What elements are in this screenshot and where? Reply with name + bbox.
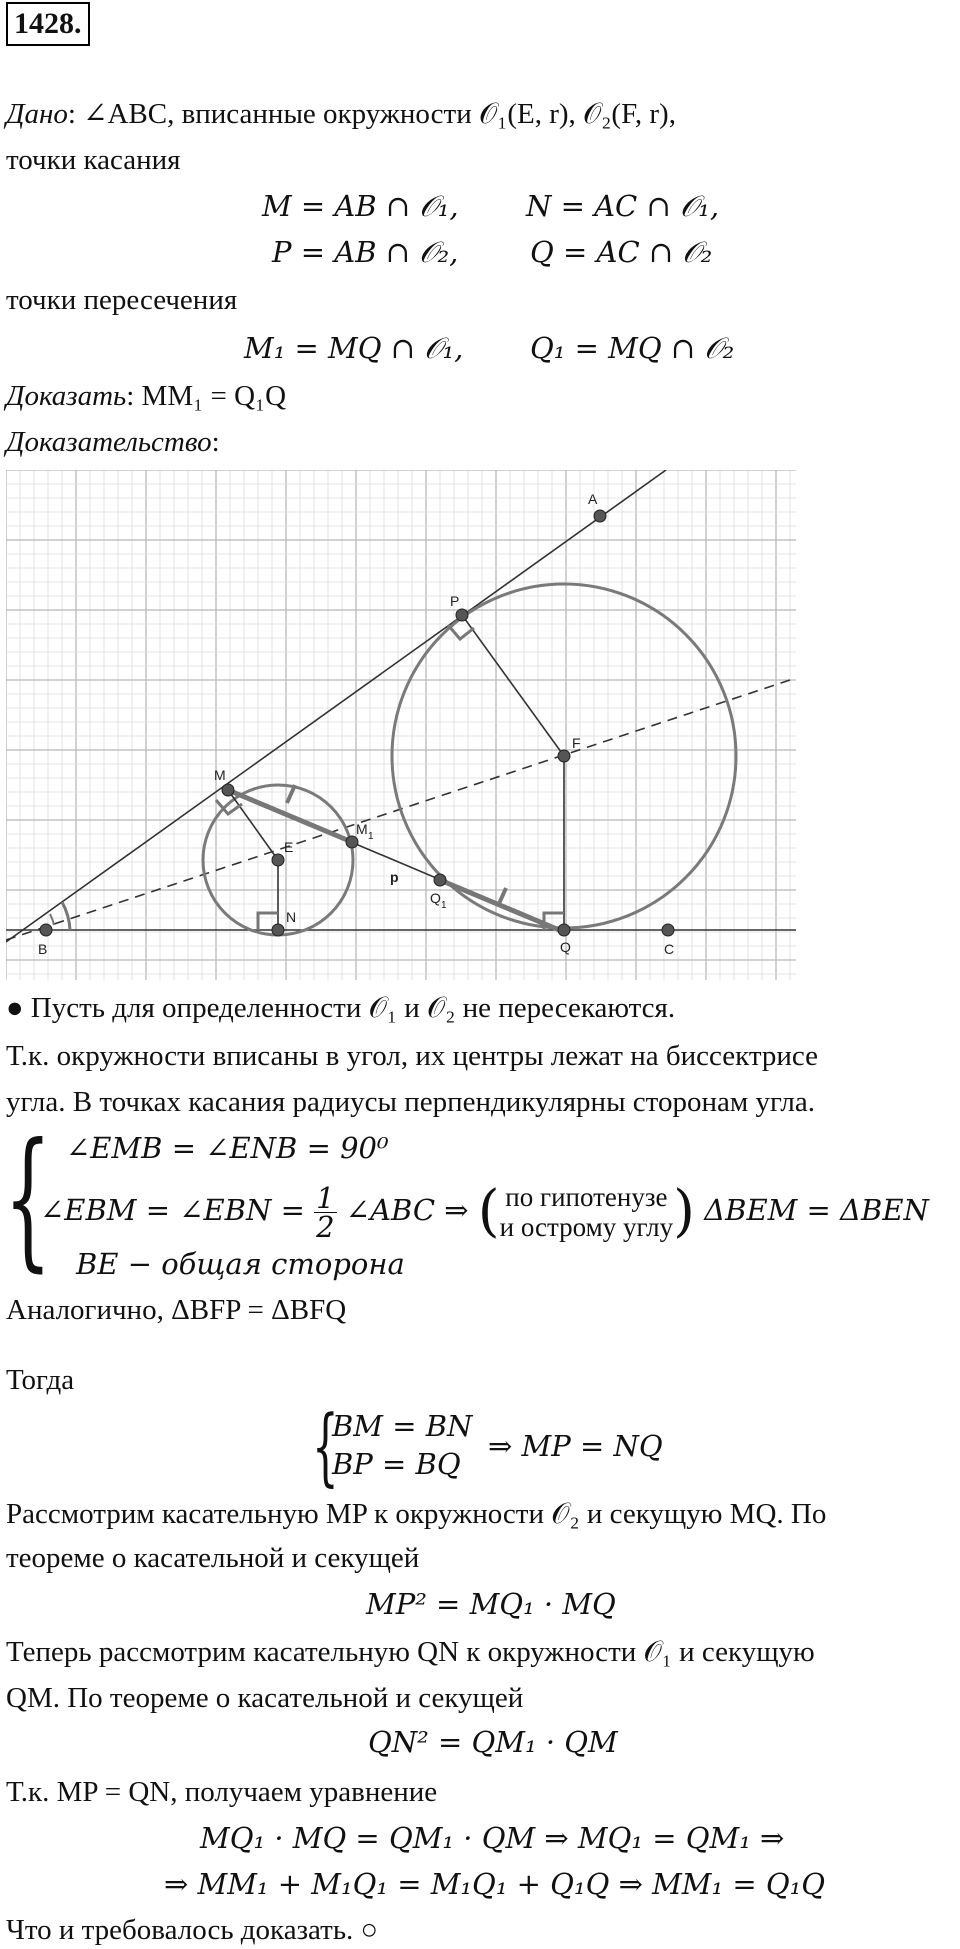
frac-den: 2	[316, 1209, 335, 1244]
system2-brace: {	[312, 1397, 339, 1495]
points	[40, 510, 674, 936]
point-a	[594, 510, 606, 522]
eq-m1: M₁ = MQ ∩ 𝒪₁,	[244, 331, 464, 365]
label-a: A	[588, 491, 598, 507]
fraction-half	[314, 1180, 336, 1244]
label-p-segment: p	[390, 869, 399, 885]
point-m	[222, 784, 234, 796]
proof-p3: угла. В точках касания радиусы перпендикулярны сторонам угла.	[6, 1086, 815, 1118]
proof-p4: Аналогично, ΔBFP = ΔBFQ	[6, 1294, 347, 1326]
system1-brace: {	[4, 1112, 52, 1286]
intersection-points-label: точки пересечения	[6, 284, 238, 316]
label-q1-sub: 1	[441, 900, 447, 911]
label-m1: M	[356, 821, 368, 837]
point-c	[662, 924, 674, 936]
label-n: N	[286, 909, 297, 925]
tangency-points-label: точки касания	[6, 144, 181, 176]
prove-line	[6, 378, 286, 414]
point-m1	[346, 836, 358, 848]
given-line	[6, 96, 676, 132]
proof-p9: QM. По теореме о касательной и секущей	[6, 1682, 524, 1714]
problem-number: 1428.	[6, 2, 90, 46]
proof-heading	[6, 424, 220, 460]
equation-3: MQ₁ · MQ = QM₁ · QM ⇒ MQ₁ = QM₁ ⇒	[200, 1821, 785, 1855]
sys1-row1: ∠EMB = ∠ENB = 90⁰	[66, 1131, 389, 1165]
label-f: F	[572, 735, 581, 751]
proof-p10: Т.к. MP = QN, получаем уравнение	[6, 1776, 438, 1808]
point-e	[272, 854, 284, 866]
sys2-result: ⇒ MP = NQ	[488, 1429, 663, 1463]
given-label: Дано	[6, 98, 68, 130]
eq-q1: Q₁ = MQ ∩ 𝒪₂	[530, 331, 735, 365]
label-m: M	[214, 767, 226, 783]
proof-p5: Тогда	[6, 1364, 75, 1396]
sys1-row2-right: ∠ABC ⇒	[345, 1193, 469, 1227]
sys1-row2: ∠EBM = ∠EBN = $\frac{1}{2}$ ∠ABC ⇒ ( по гипотенузе и острому углу ) ΔBEM = ΔBEN	[40, 1179, 929, 1244]
label-c: C	[664, 941, 675, 957]
point-q	[558, 924, 570, 936]
paren-bottom: и острому углу	[499, 1212, 674, 1242]
geometry-figure	[6, 470, 796, 980]
label-m1-sub: 1	[368, 831, 374, 842]
equation-1: MP² = MQ₁ · MQ	[366, 1587, 616, 1621]
sys2-row2: BP = BQ	[332, 1447, 461, 1481]
proof-label: Доказательство	[6, 426, 212, 458]
eq-m: M = AB ∩ 𝒪₁,	[262, 189, 459, 223]
proof-p2: Т.к. окружности вписаны в угол, их центры лежат на биссектрисе	[6, 1040, 818, 1072]
label-e: E	[284, 839, 294, 855]
label-q: Q	[560, 939, 571, 955]
grid	[6, 470, 796, 980]
equation-4: ⇒ MM₁ + M₁Q₁ = M₁Q₁ + Q₁Q ⇒ MM₁ = Q₁Q	[164, 1867, 826, 1901]
equation-2: QN² = QM₁ · QM	[368, 1725, 618, 1759]
proof-colon: :	[211, 426, 220, 458]
eq-n: N = AC ∩ 𝒪₁,	[526, 189, 720, 223]
label-p: P	[450, 593, 460, 609]
label-b: B	[38, 941, 48, 957]
point-q1	[434, 874, 446, 886]
point-p	[456, 609, 468, 621]
paren-reason	[500, 1182, 673, 1242]
given-text: : ∠ABC, вписанные окружности 𝒪₁(E, r), 𝒪₂(F, r),	[67, 98, 676, 130]
eq-p: P = AB ∩ 𝒪₂,	[272, 235, 459, 269]
proof-p8: Теперь рассмотрим касательную QN к окружности 𝒪₁ и секущую	[6, 1636, 815, 1668]
proof-p6: Рассмотрим касательную MP к окружности 𝒪₂ и секущую MQ. По	[6, 1498, 827, 1530]
eq-q: Q = AC ∩ 𝒪₂	[530, 235, 713, 269]
point-b	[40, 924, 52, 936]
tick-mm1	[287, 785, 295, 803]
sys1-row2-left: ∠EBM = ∠EBN =	[40, 1193, 305, 1227]
angle-arc-b-inner	[50, 914, 54, 925]
sys2-row1: BM = BN	[332, 1409, 473, 1443]
prove-label: Доказать	[6, 380, 127, 412]
paren-top: по гипотенузе	[505, 1182, 668, 1212]
point-f	[558, 750, 570, 762]
point-n	[272, 924, 284, 936]
radius-fp	[462, 615, 564, 756]
line-ba	[6, 470, 666, 942]
sys1-row3: BE − общая сторона	[76, 1247, 405, 1281]
prove-text: : MM₁ = Q₁Q	[126, 380, 287, 412]
angle-arc-b	[62, 902, 70, 930]
proof-p7: теореме о касательной и секущей	[6, 1542, 420, 1574]
proof-conclusion: Что и требовалось доказать. ○	[6, 1914, 379, 1946]
sys1-result: ΔBEM = ΔBEN	[704, 1193, 929, 1227]
proof-p1: ● Пусть для определенности 𝒪₁ и 𝒪₂ не пересекаются.	[6, 992, 676, 1024]
frac-num: 1	[316, 1180, 335, 1215]
label-q1: Q	[430, 890, 441, 906]
